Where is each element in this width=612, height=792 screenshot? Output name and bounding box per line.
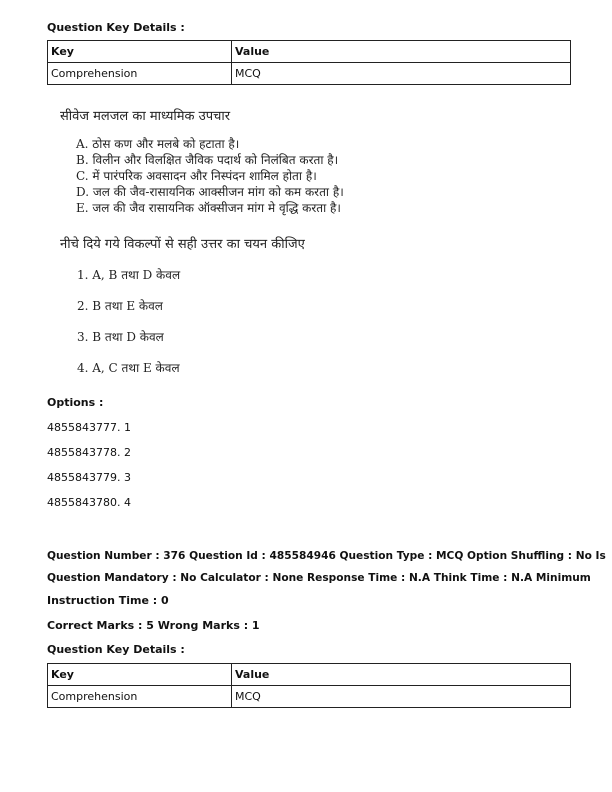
table-header-row (48, 664, 571, 686)
statement-d: D. जल की जैव-रासायनिक आक्सीजन मांग को कम करता है। (76, 185, 344, 199)
table-row (48, 686, 571, 708)
question-key-table (47, 40, 571, 85)
question-meta-line-3: Instruction Time : 0 (47, 594, 169, 607)
marks-line: Correct Marks : 5 Wrong Marks : 1 (47, 619, 260, 632)
instruction (60, 234, 305, 252)
value-cell: MCQ (232, 686, 571, 708)
statement-b: B. विलीन और विलक्षित जैविक पदार्थ को निलंबित करता है। (76, 153, 339, 167)
choice-4: 4. A, C तथा E केवल (77, 361, 180, 375)
option-item-1: 4855843777. 1 (47, 421, 131, 434)
value-header: Value (232, 41, 571, 63)
key-cell: Comprehension (48, 63, 232, 85)
question-title: सीवेज मलजल का माध्यमिक उपचार (60, 109, 231, 124)
question-content (60, 106, 230, 124)
instruction-text: नीचे दिये गये विकल्पों से सही उत्तर का चयन कीजिए (60, 237, 305, 252)
choice-3: 3. B तथा D केवल (77, 330, 164, 344)
option-item-3: 4855843779. 3 (47, 471, 131, 484)
statement-c: C. में पारंपरिक अवसादन और निस्पंदन शामिल होता है। (76, 169, 317, 183)
statement-list (76, 136, 344, 216)
options-heading: Options : (47, 396, 104, 409)
question-key-details-heading-2: Question Key Details : (47, 643, 185, 656)
value-cell: MCQ (232, 63, 571, 85)
option-item-4: 4855843780. 4 (47, 496, 131, 509)
choice-2: 2. B तथा E केवल (77, 299, 163, 313)
statement-e: E. जल की जैव रासायनिक ऑक्सीजन मांग मे वृद्धि करता है। (76, 201, 341, 215)
key-cell: Comprehension (48, 686, 232, 708)
table-row (48, 63, 571, 85)
key-header: Key (48, 664, 232, 686)
question-key-details-heading: Question Key Details : (47, 21, 185, 34)
table-header-row (48, 41, 571, 63)
value-header: Value (232, 664, 571, 686)
option-item-2: 4855843778. 2 (47, 446, 131, 459)
choice-1: 1. A, B तथा D केवल (77, 268, 181, 282)
question-meta-line-2: Question Mandatory : No Calculator : None Response Time : N.A Think Time : N.A Minimum (47, 572, 591, 584)
statement-a: A. ठोस कण और मलबे को हटाता है। (76, 137, 240, 151)
question-key-table-2 (47, 663, 571, 708)
key-header: Key (48, 41, 232, 63)
question-meta-line-1: Question Number : 376 Question Id : 485584946 Question Type : MCQ Option Shuffling : No Is (47, 550, 606, 562)
